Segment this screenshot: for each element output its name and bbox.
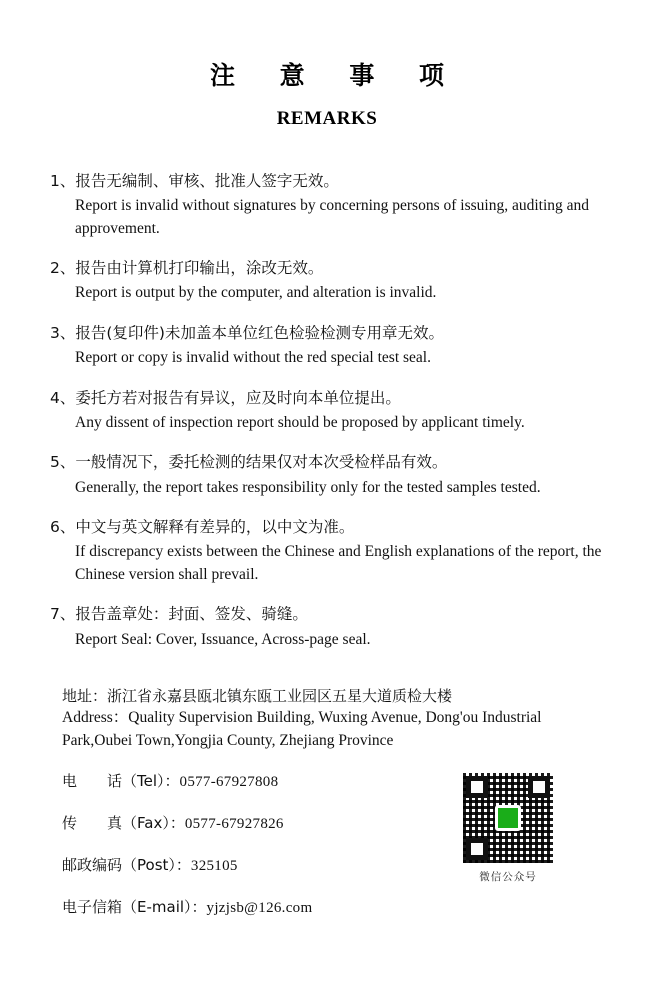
list-item [50, 387, 614, 435]
remark-cn: 3、报告(复印件)未加盖本单位红色检验检测专用章无效。 [50, 323, 444, 342]
remark-cn: 1、报告无编制、审核、批准人签字无效。 [50, 172, 339, 190]
contact-label: 传 真（Fax）： [62, 814, 185, 833]
remark-en: Any dissent of inspection report should be proposed by applicant timely. [75, 413, 525, 431]
contact-value: yjzjsb@126.com [206, 900, 313, 917]
qr-caption: 微信公众号 [479, 870, 537, 883]
contact-value: 325105 [190, 858, 238, 875]
remark-cn: 7、报告盖章处：封面、签发、骑缝。 [50, 605, 308, 624]
address-en: Address：Quality Supervision Building, Wuxing Avenue, Dong'ou Industrial Park,Oubei Town,Yongjia County, Zhejiang Province [62, 709, 542, 749]
contact-label: 邮政编码（Post）： [62, 856, 191, 875]
list-item [50, 257, 614, 305]
contact-value: 0577-67927826 [184, 816, 284, 833]
remark-en: Report or copy is invalid without the red special test seal. [75, 349, 431, 367]
page-title-cn: 注 意 事 项 [209, 61, 463, 90]
remark-en: Report is invalid without signatures by concerning persons of issuing, auditing and approvement. [75, 197, 590, 237]
qr-finder-top-left [466, 776, 488, 798]
contact-row-email [62, 896, 614, 917]
wechat-logo-icon [495, 805, 521, 831]
list-item [50, 516, 614, 586]
qr-code-icon [463, 773, 553, 863]
qr-finder-top-right [528, 776, 550, 798]
list-item [50, 603, 614, 651]
remark-en: Generally, the report takes responsibility only for the tested samples tested. [75, 478, 541, 496]
remark-cn: 5、一般情况下，委托检测的结果仅对本次受检样品有效。 [50, 453, 448, 472]
remark-en: If discrepancy exists between the Chinese and English explanations of the report, the Chinese version shall prevail. [75, 543, 602, 583]
remark-cn: 6、中文与英文解释有差异的，以中文为准。 [50, 518, 355, 537]
remarks-list [40, 170, 614, 651]
contact-block [40, 685, 614, 917]
remark-en: Report is output by the computer, and alteration is invalid. [75, 284, 437, 302]
qr-finder-bottom-left [466, 838, 488, 860]
address-cn: 地址：浙江省永嘉县瓯北镇东瓯工业园区五星大道质检大楼 [62, 686, 453, 705]
contact-value: 0577-67927808 [179, 774, 279, 791]
list-item [50, 170, 614, 240]
remark-cn: 2、报告由计算机打印输出，涂改无效。 [50, 259, 324, 278]
contact-label: 电子信箱（E-mail）： [62, 898, 207, 917]
remark-en: Report Seal: Cover, Issuance, Across-page seal. [75, 630, 371, 648]
list-item [50, 322, 614, 370]
page-title-en: REMARKS [276, 108, 378, 129]
list-item [50, 451, 614, 499]
remark-cn: 4、委托方若对报告有异议，应及时向本单位提出。 [50, 388, 401, 407]
contact-label: 电 话（Tel）： [62, 772, 180, 791]
wechat-qr-block [460, 773, 556, 884]
